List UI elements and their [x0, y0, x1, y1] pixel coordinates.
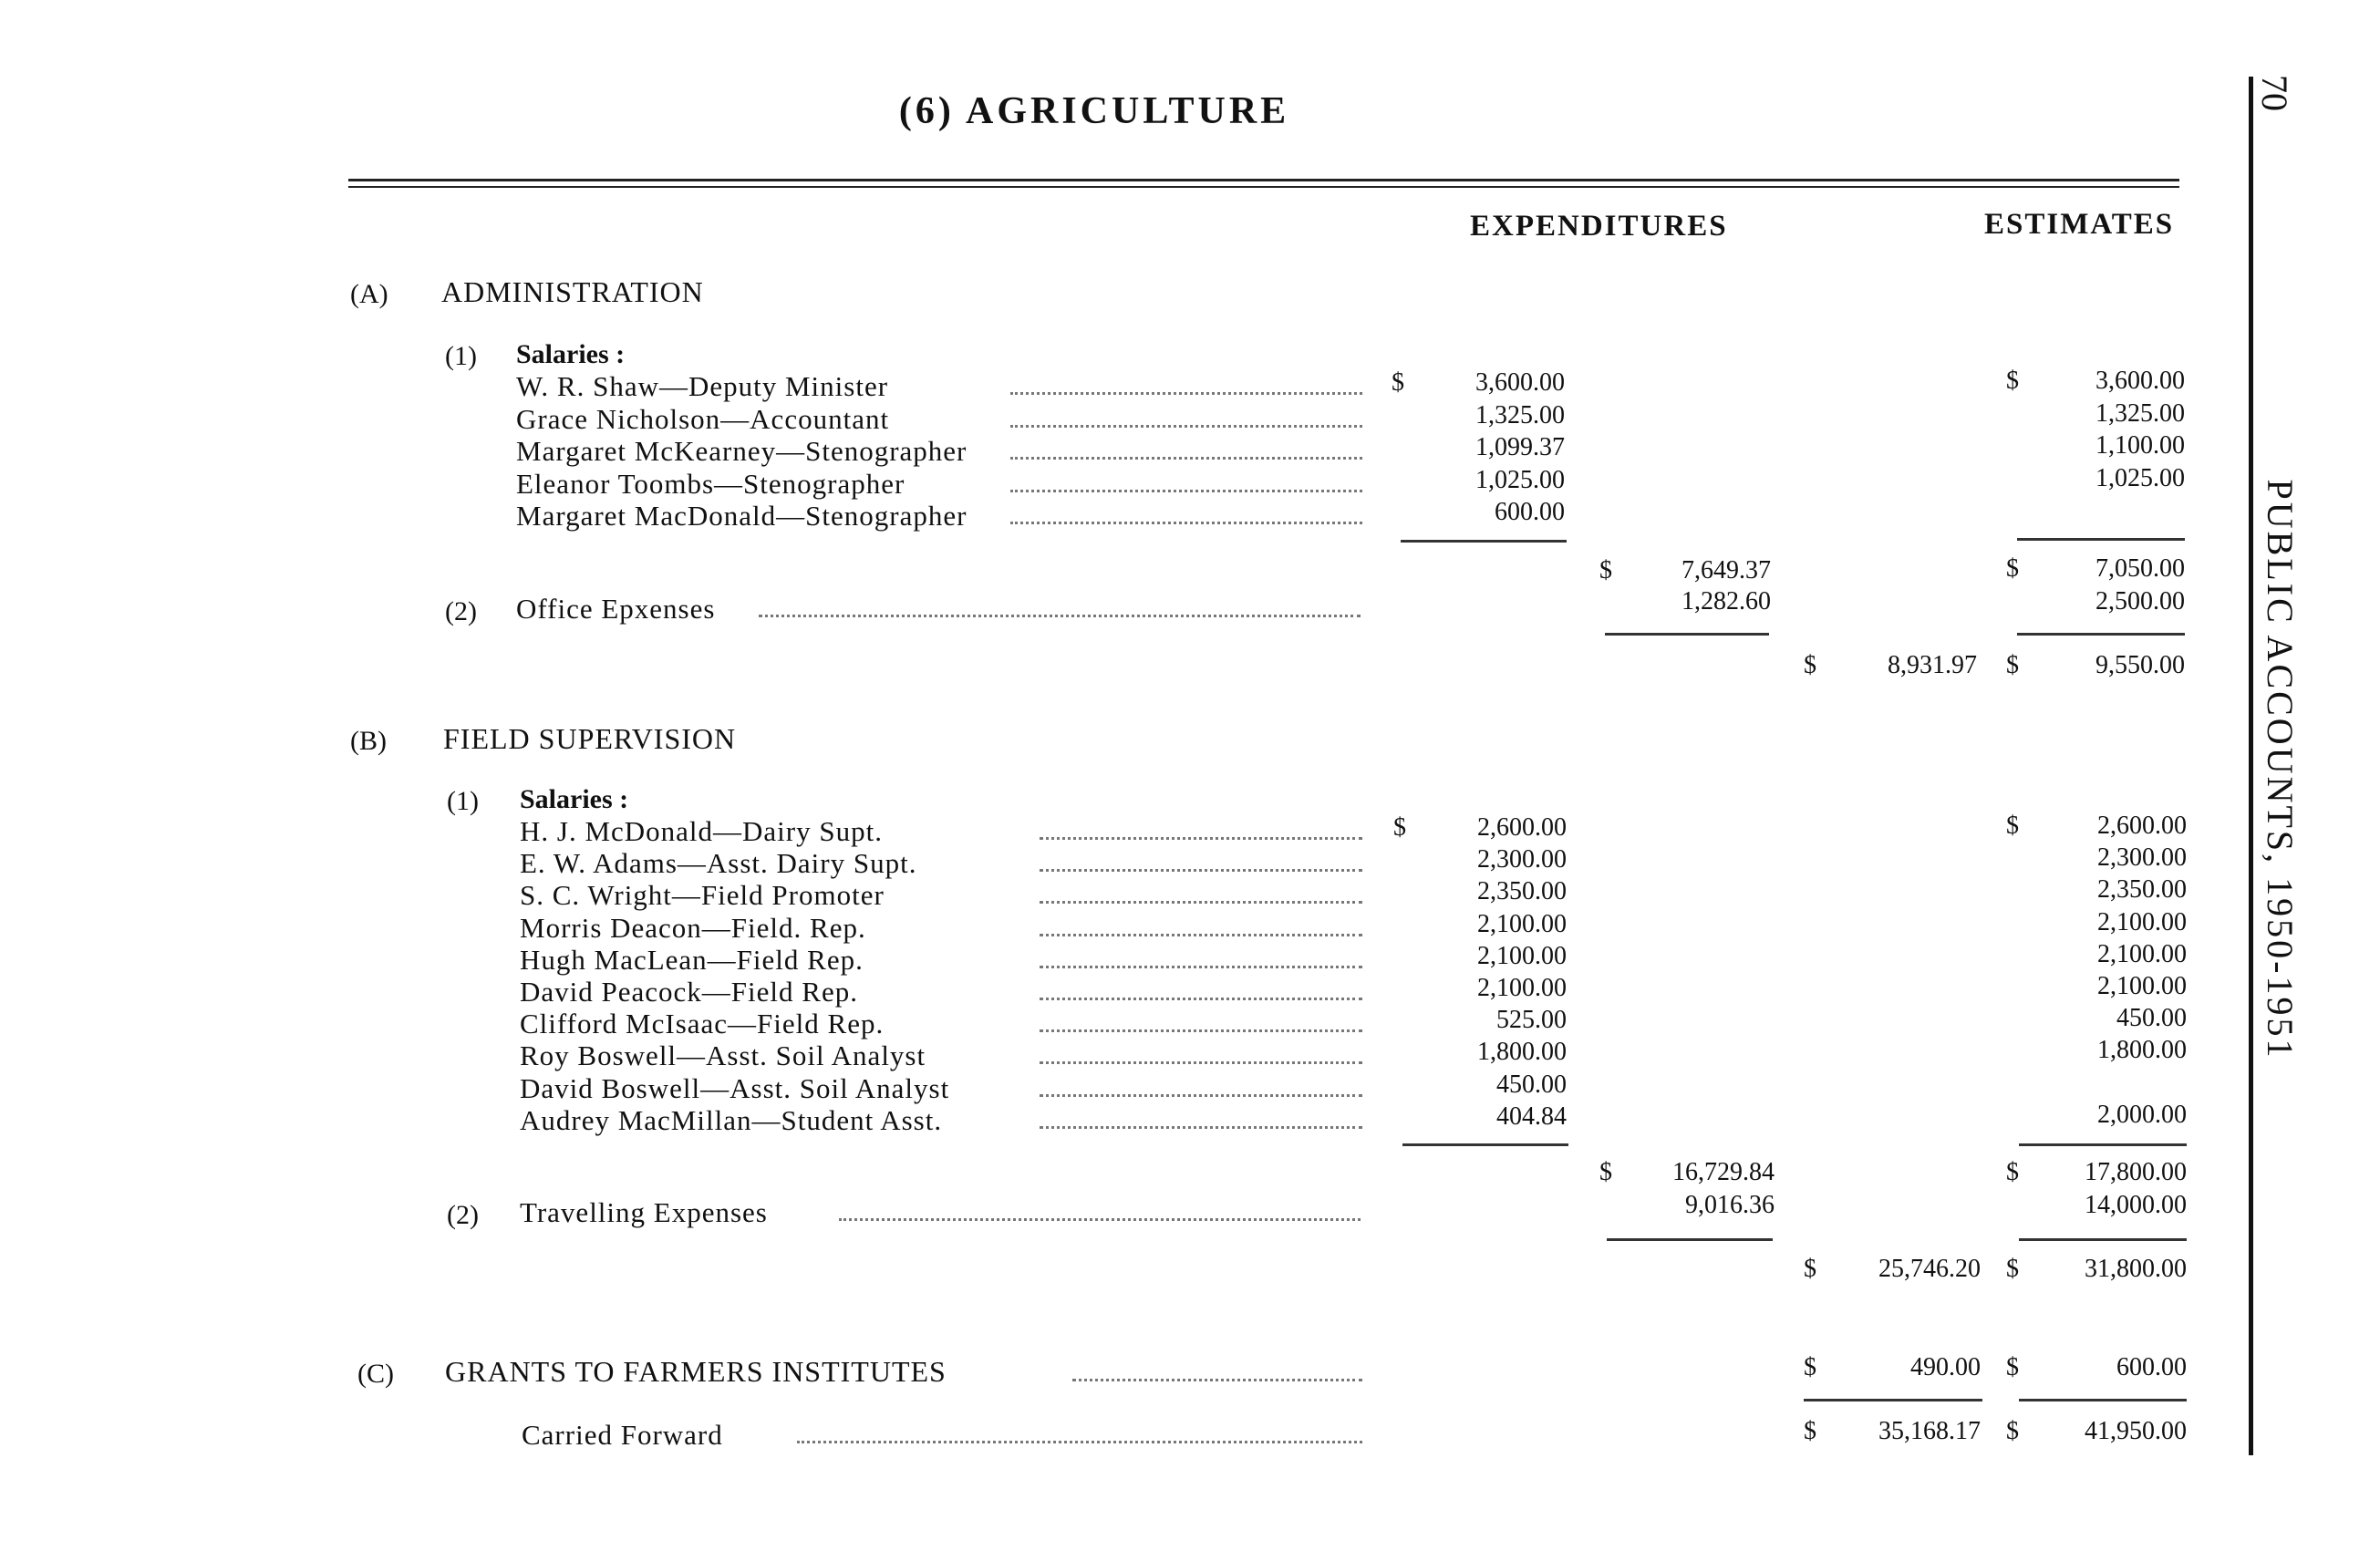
salary-expenditure: 525.00 — [1496, 1006, 1567, 1035]
side-running-title: PUBLIC ACCOUNTS, 1950-1951 — [2260, 479, 2301, 1060]
employee-name: E. W. Adams—Asst. Dairy Supt. — [520, 847, 917, 880]
section-b-letter: (B) — [350, 726, 387, 756]
expenditures-column-header: EXPENDITURES — [1470, 210, 1728, 243]
salary-expenditure: 2,100.00 — [1477, 974, 1567, 1002]
admin-total-exp: 8,931.97 — [1888, 651, 1977, 679]
field-travel-exp: 9,016.36 — [1685, 1191, 1775, 1219]
employee-name: Hugh MacLean—Field Rep. — [520, 943, 864, 976]
field-salaries-total-exp: 16,729.84 — [1672, 1158, 1775, 1186]
dot-leader — [1010, 522, 1362, 524]
salary-estimate: 2,350.00 — [2097, 875, 2187, 905]
salary-expenditure: 1,025.00 — [1475, 465, 1565, 494]
salary-estimate: 2,000.00 — [2097, 1100, 2187, 1129]
section-a-letter: (A) — [350, 279, 388, 309]
admin-salaries-total-dollar: $ — [1599, 556, 1612, 584]
field-total-exp: 25,746.20 — [1878, 1255, 1981, 1283]
field-salaries-label: Salaries : — [520, 784, 629, 814]
carried-est-dollar: $ — [2006, 1417, 2019, 1445]
salary-expenditure: 1,800.00 — [1477, 1038, 1567, 1067]
salary-expenditure: 2,100.00 — [1477, 909, 1567, 938]
dot-leader — [1040, 869, 1362, 872]
salary-estimate: 1,100.00 — [2095, 431, 2185, 460]
salary-expenditure: 2,600.00 — [1477, 813, 1567, 842]
dot-leader — [1040, 1029, 1362, 1032]
salary-expenditure: 404.84 — [1496, 1101, 1567, 1131]
dot-leader — [1040, 1061, 1362, 1064]
section-c-title: GRANTS TO FARMERS INSTITUTES — [445, 1355, 947, 1388]
field-total-dollar: $ — [1804, 1255, 1816, 1283]
salary-estimate: 1,800.00 — [2097, 1036, 2187, 1065]
field-travel-label: Travelling Expenses — [520, 1196, 768, 1228]
employee-name: Audrey MacMillan—Student Asst. — [520, 1103, 943, 1136]
dot-leader — [1040, 934, 1362, 936]
salary-expenditure: 2,100.00 — [1477, 941, 1567, 970]
admin-total-est: 9,550.00 — [2095, 651, 2185, 679]
field-travel-est: 14,000.00 — [2085, 1191, 2187, 1219]
field-total-est-rule — [2019, 1238, 2187, 1241]
salary-expenditure: 600.00 — [1495, 498, 1565, 526]
dot-leader — [1040, 1094, 1362, 1097]
margin-vertical-rule — [2249, 77, 2253, 1455]
carried-forward-label: Carried Forward — [522, 1419, 723, 1451]
employee-name: Morris Deacon—Field. Rep. — [520, 911, 866, 944]
field-total-exp-rule — [1607, 1238, 1773, 1241]
dot-leader — [1040, 837, 1362, 840]
field-travel-number: (2) — [447, 1200, 479, 1230]
salary-expenditure: 2,300.00 — [1477, 845, 1567, 874]
title-rule-top — [348, 179, 2179, 181]
admin-office-est: 2,500.00 — [2095, 587, 2185, 615]
salary-expenditure: 450.00 — [1496, 1070, 1567, 1099]
admin-salaries-total-exp: 7,649.37 — [1682, 556, 1771, 584]
admin-salaries-label: Salaries : — [516, 339, 626, 369]
salary-estimate: 2,100.00 — [2097, 972, 2187, 1000]
field-total-est: 31,800.00 — [2085, 1255, 2187, 1283]
salary-expenditure: 1,099.37 — [1475, 433, 1565, 461]
employee-name: Grace Nicholson—Accountant — [516, 402, 890, 435]
admin-salaries-number: (1) — [445, 341, 477, 371]
carried-forward-leader — [797, 1441, 1362, 1443]
employee-name: Eleanor Toombs—Stenographer — [516, 467, 905, 500]
field-total-est-dollar: $ — [2006, 1255, 2019, 1283]
expenditure-dollar-sign: $ — [1392, 368, 1404, 397]
salary-estimate: 3,600.00 — [2095, 367, 2185, 395]
expenditure-dollar-sign: $ — [1393, 813, 1406, 842]
admin-salaries-total-est: 7,050.00 — [2095, 554, 2185, 583]
employee-name: Margaret McKearney—Stenographer — [516, 435, 968, 467]
admin-total-est-rule — [2017, 633, 2185, 636]
dot-leader — [1010, 392, 1362, 395]
grants-est-rule — [2019, 1399, 2187, 1401]
grants-exp-dollar: $ — [1804, 1353, 1816, 1381]
estimates-column-header: ESTIMATES — [1984, 208, 2175, 241]
salary-estimate: 2,100.00 — [2097, 939, 2187, 968]
salary-estimate: 2,300.00 — [2097, 843, 2187, 873]
admin-total-dollar: $ — [1804, 651, 1816, 679]
admin-salaries-total-est-dollar: $ — [2006, 554, 2019, 583]
admin-salaries-est-rule — [2017, 538, 2185, 541]
employee-name: H. J. McDonald—Dairy Supt. — [520, 815, 883, 847]
page-title: (6) AGRICULTURE — [898, 90, 1290, 132]
employee-name: W. R. Shaw—Deputy Minister — [516, 370, 889, 402]
field-salaries-exp-rule — [1402, 1143, 1568, 1146]
carried-exp: 35,168.17 — [1878, 1417, 1981, 1445]
field-travel-leader — [839, 1218, 1361, 1221]
salary-estimate: 1,325.00 — [2095, 398, 2185, 428]
salary-expenditure: 2,350.00 — [1477, 877, 1567, 906]
estimate-dollar-sign: $ — [2006, 367, 2019, 395]
title-rule-bottom — [348, 186, 2179, 188]
admin-total-est-dollar: $ — [2006, 651, 2019, 679]
section-b-title: FIELD SUPERVISION — [443, 722, 737, 755]
grants-exp: 490.00 — [1910, 1353, 1981, 1381]
field-salaries-total-est: 17,800.00 — [2085, 1158, 2187, 1186]
carried-exp-dollar: $ — [1804, 1417, 1816, 1445]
field-salaries-total-est-dollar: $ — [2006, 1158, 2019, 1186]
dot-leader — [1010, 457, 1362, 460]
dot-leader — [1040, 1126, 1362, 1129]
page-number: 70 — [2254, 75, 2295, 111]
salary-expenditure: 3,600.00 — [1475, 368, 1565, 397]
salary-estimate: 2,600.00 — [2097, 812, 2187, 840]
field-salaries-total-dollar: $ — [1599, 1158, 1612, 1186]
grants-est-dollar: $ — [2006, 1353, 2019, 1381]
salary-estimate: 1,025.00 — [2095, 463, 2185, 492]
admin-office-number: (2) — [445, 596, 477, 626]
employee-name: S. C. Wright—Field Promoter — [520, 879, 885, 912]
salary-expenditure: 1,325.00 — [1475, 400, 1565, 429]
grants-leader — [1072, 1379, 1362, 1381]
section-c-letter: (C) — [357, 1359, 394, 1389]
grants-est: 600.00 — [2116, 1353, 2187, 1381]
field-salaries-est-rule — [2019, 1143, 2187, 1146]
salary-estimate: 450.00 — [2116, 1004, 2187, 1033]
carried-est: 41,950.00 — [2085, 1417, 2187, 1445]
admin-total-exp-rule-left — [1605, 633, 1769, 636]
admin-office-leader — [759, 615, 1361, 617]
employee-name: Margaret MacDonald—Stenographer — [516, 500, 968, 532]
salary-estimate: 2,100.00 — [2097, 907, 2187, 936]
employee-name: Roy Boswell—Asst. Soil Analyst — [520, 1039, 926, 1072]
section-a-title: ADMINISTRATION — [441, 275, 704, 308]
dot-leader — [1010, 490, 1362, 492]
estimate-dollar-sign: $ — [2006, 812, 2019, 840]
dot-leader — [1010, 425, 1362, 428]
employee-name: David Peacock—Field Rep. — [520, 976, 858, 1008]
field-salaries-number: (1) — [447, 786, 479, 816]
dot-leader — [1040, 966, 1362, 968]
admin-office-label: Office Epxenses — [516, 593, 716, 625]
dot-leader — [1040, 998, 1362, 1000]
employee-name: Clifford McIsaac—Field Rep. — [520, 1008, 885, 1040]
admin-salaries-exp-rule — [1401, 540, 1567, 543]
employee-name: David Boswell—Asst. Soil Analyst — [520, 1071, 950, 1104]
admin-office-exp: 1,282.60 — [1682, 587, 1771, 615]
dot-leader — [1040, 901, 1362, 904]
grants-exp-rule — [1804, 1399, 1982, 1401]
